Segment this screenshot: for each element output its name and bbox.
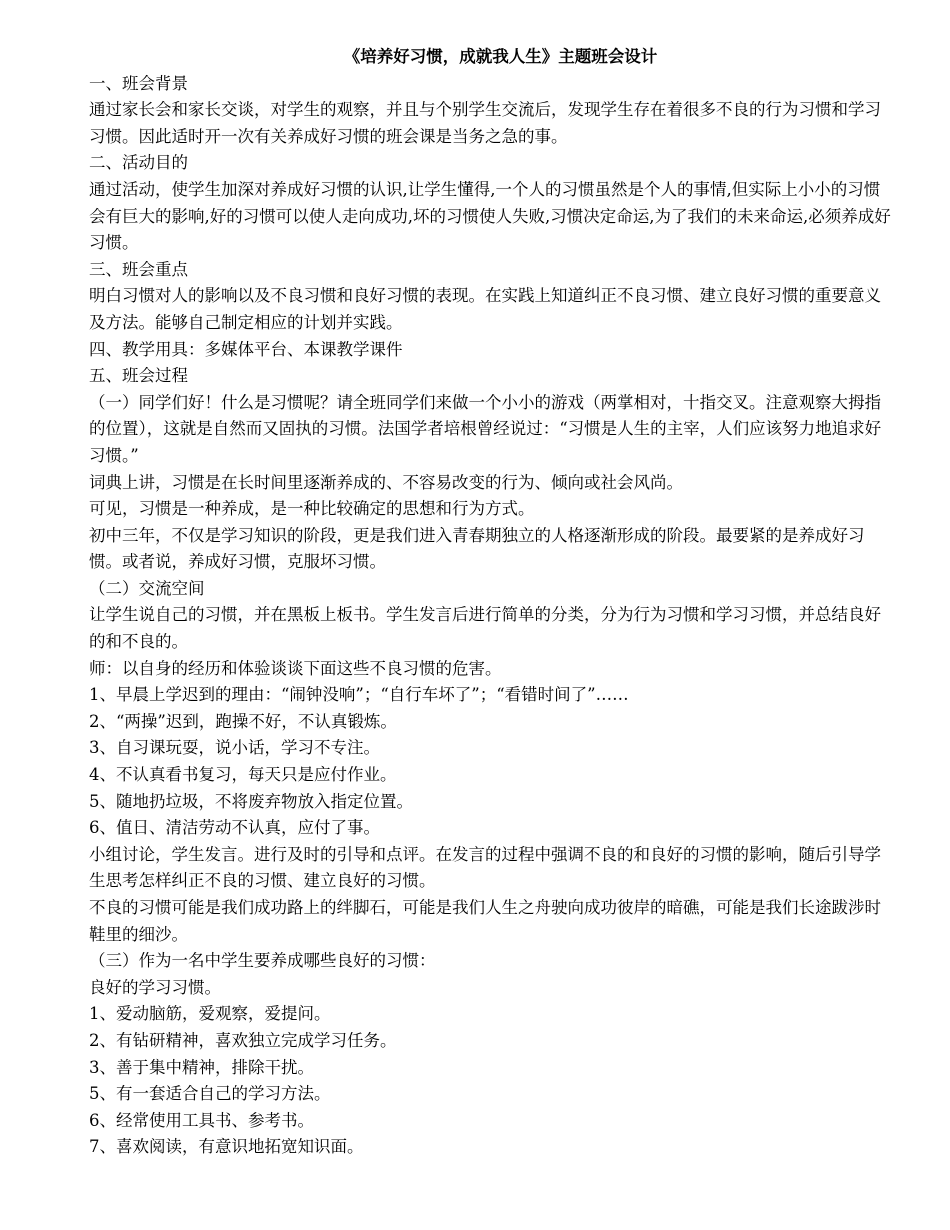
paragraph: 初中三年，不仅是学习知识的阶段，更是我们进入青春期独立的人格逐渐形成的阶段。最要紧的是养成好习惯。或者说，养成好习惯，克服坏习惯。 xyxy=(89,525,865,572)
paragraph: 通过活动，使学生加深对养成好习惯的认识,让学生懂得,一个人的习惯虽然是个人的事情,但实际上小小的习惯会有巨大的影响,好的习惯可以使人走向成功,坏的习惯使人失败,习惯决定命运,为了我们的未来命运,必须养成好习惯。 xyxy=(89,179,891,253)
list-item: 2、有钻研精神，喜欢独立完成学习任务。 xyxy=(89,1030,397,1050)
paragraph: 良好的学习习惯。 xyxy=(89,977,221,997)
list-item: 7、喜欢阅读，有意识地拓宽知识面。 xyxy=(89,1137,364,1157)
section-heading: 三、班会重点 xyxy=(89,259,188,279)
paragraph: 词典上讲，习惯是在长时间里逐渐养成的、不容易改变的行为、倾向或社会风尚。 xyxy=(89,472,683,492)
paragraph: 通过家长会和家长交谈，对学生的观察，并且与个别学生交流后，发现学生存在着很多不良的行为习惯和学习习惯。因此适时开一次有关养成好习惯的班会课是当务之急的事。 xyxy=(89,100,881,146)
list-item: 5、有一套适合自己的学习方法。 xyxy=(89,1084,331,1104)
subsection-heading: （二）交流空间 xyxy=(89,578,205,598)
document-title: 《培养好习惯，成就我人生》主题班会设计 xyxy=(343,47,658,66)
paragraph: （一）同学们好！什么是习惯呢？请全班同学们来做一个小小的游戏（两掌相对，十指交叉。注意观察大拇指的位置），这就是自然而又固执的习惯。法国学者培根曾经说过：“习惯是人生的主宰，人们应该努力地追求好习惯。” xyxy=(89,392,882,465)
list-item: 3、自习课玩耍，说小话，学习不专注。 xyxy=(89,738,380,758)
document-body xyxy=(89,71,892,1161)
section-heading: 五、班会过程 xyxy=(89,366,188,386)
list-item: 5、随地扔垃圾，不将废弃物放入指定位置。 xyxy=(89,791,413,811)
list-item: 6、值日、清洁劳动不认真，应付了事。 xyxy=(89,818,380,838)
list-item: 4、不认真看书复习，每天只是应付作业。 xyxy=(89,765,397,785)
paragraph: 不良的习惯可能是我们成功路上的绊脚石，可能是我们人生之舟驶向成功彼岸的暗礁，可能是我们长途跋涉时鞋里的细沙。 xyxy=(89,898,881,944)
paragraph: 让学生说自己的习惯，并在黑板上板书。学生发言后进行简单的分类，分为行为习惯和学习习惯，并总结良好的和不良的。 xyxy=(89,605,881,652)
paragraph: 师：以自身的经历和体验谈谈下面这些不良习惯的危害。 xyxy=(89,658,502,678)
paragraph: 可见，习惯是一种养成，是一种比较确定的思想和行为方式。 xyxy=(89,499,535,519)
list-item: 6、经常使用工具书、参考书。 xyxy=(89,1110,314,1130)
section-heading: 四、教学用具：多媒体平台、本课教学课件 xyxy=(89,339,403,359)
list-item: 1、早晨上学迟到的理由：“闹钟没响”；“自行车坏了”；“看错时间了”…… xyxy=(89,685,629,705)
section-heading: 二、活动目的 xyxy=(89,153,188,173)
subsection-heading: （三）作为一名中学生要养成哪些良好的习惯： xyxy=(89,951,436,971)
paragraph: 明白习惯对人的影响以及不良习惯和良好习惯的表现。在实践上知道纠正不良习惯、建立良好习惯的重要意义及方法。能够自己制定相应的计划并实践。 xyxy=(89,286,881,332)
list-item: 2、“两操”迟到，跑操不好，不认真锻炼。 xyxy=(89,711,397,731)
section-heading: 一、班会背景 xyxy=(89,73,188,93)
list-item: 1、爱动脑筋，爱观察，爱提问。 xyxy=(89,1004,331,1024)
paragraph: 小组讨论，学生发言。进行及时的引导和点评。在发言的过程中强调不良的和良好的习惯的影响，随后引导学生思考怎样纠正不良的习惯、建立良好的习惯。 xyxy=(89,844,881,891)
list-item: 3、善于集中精神，排除干扰。 xyxy=(89,1057,314,1077)
